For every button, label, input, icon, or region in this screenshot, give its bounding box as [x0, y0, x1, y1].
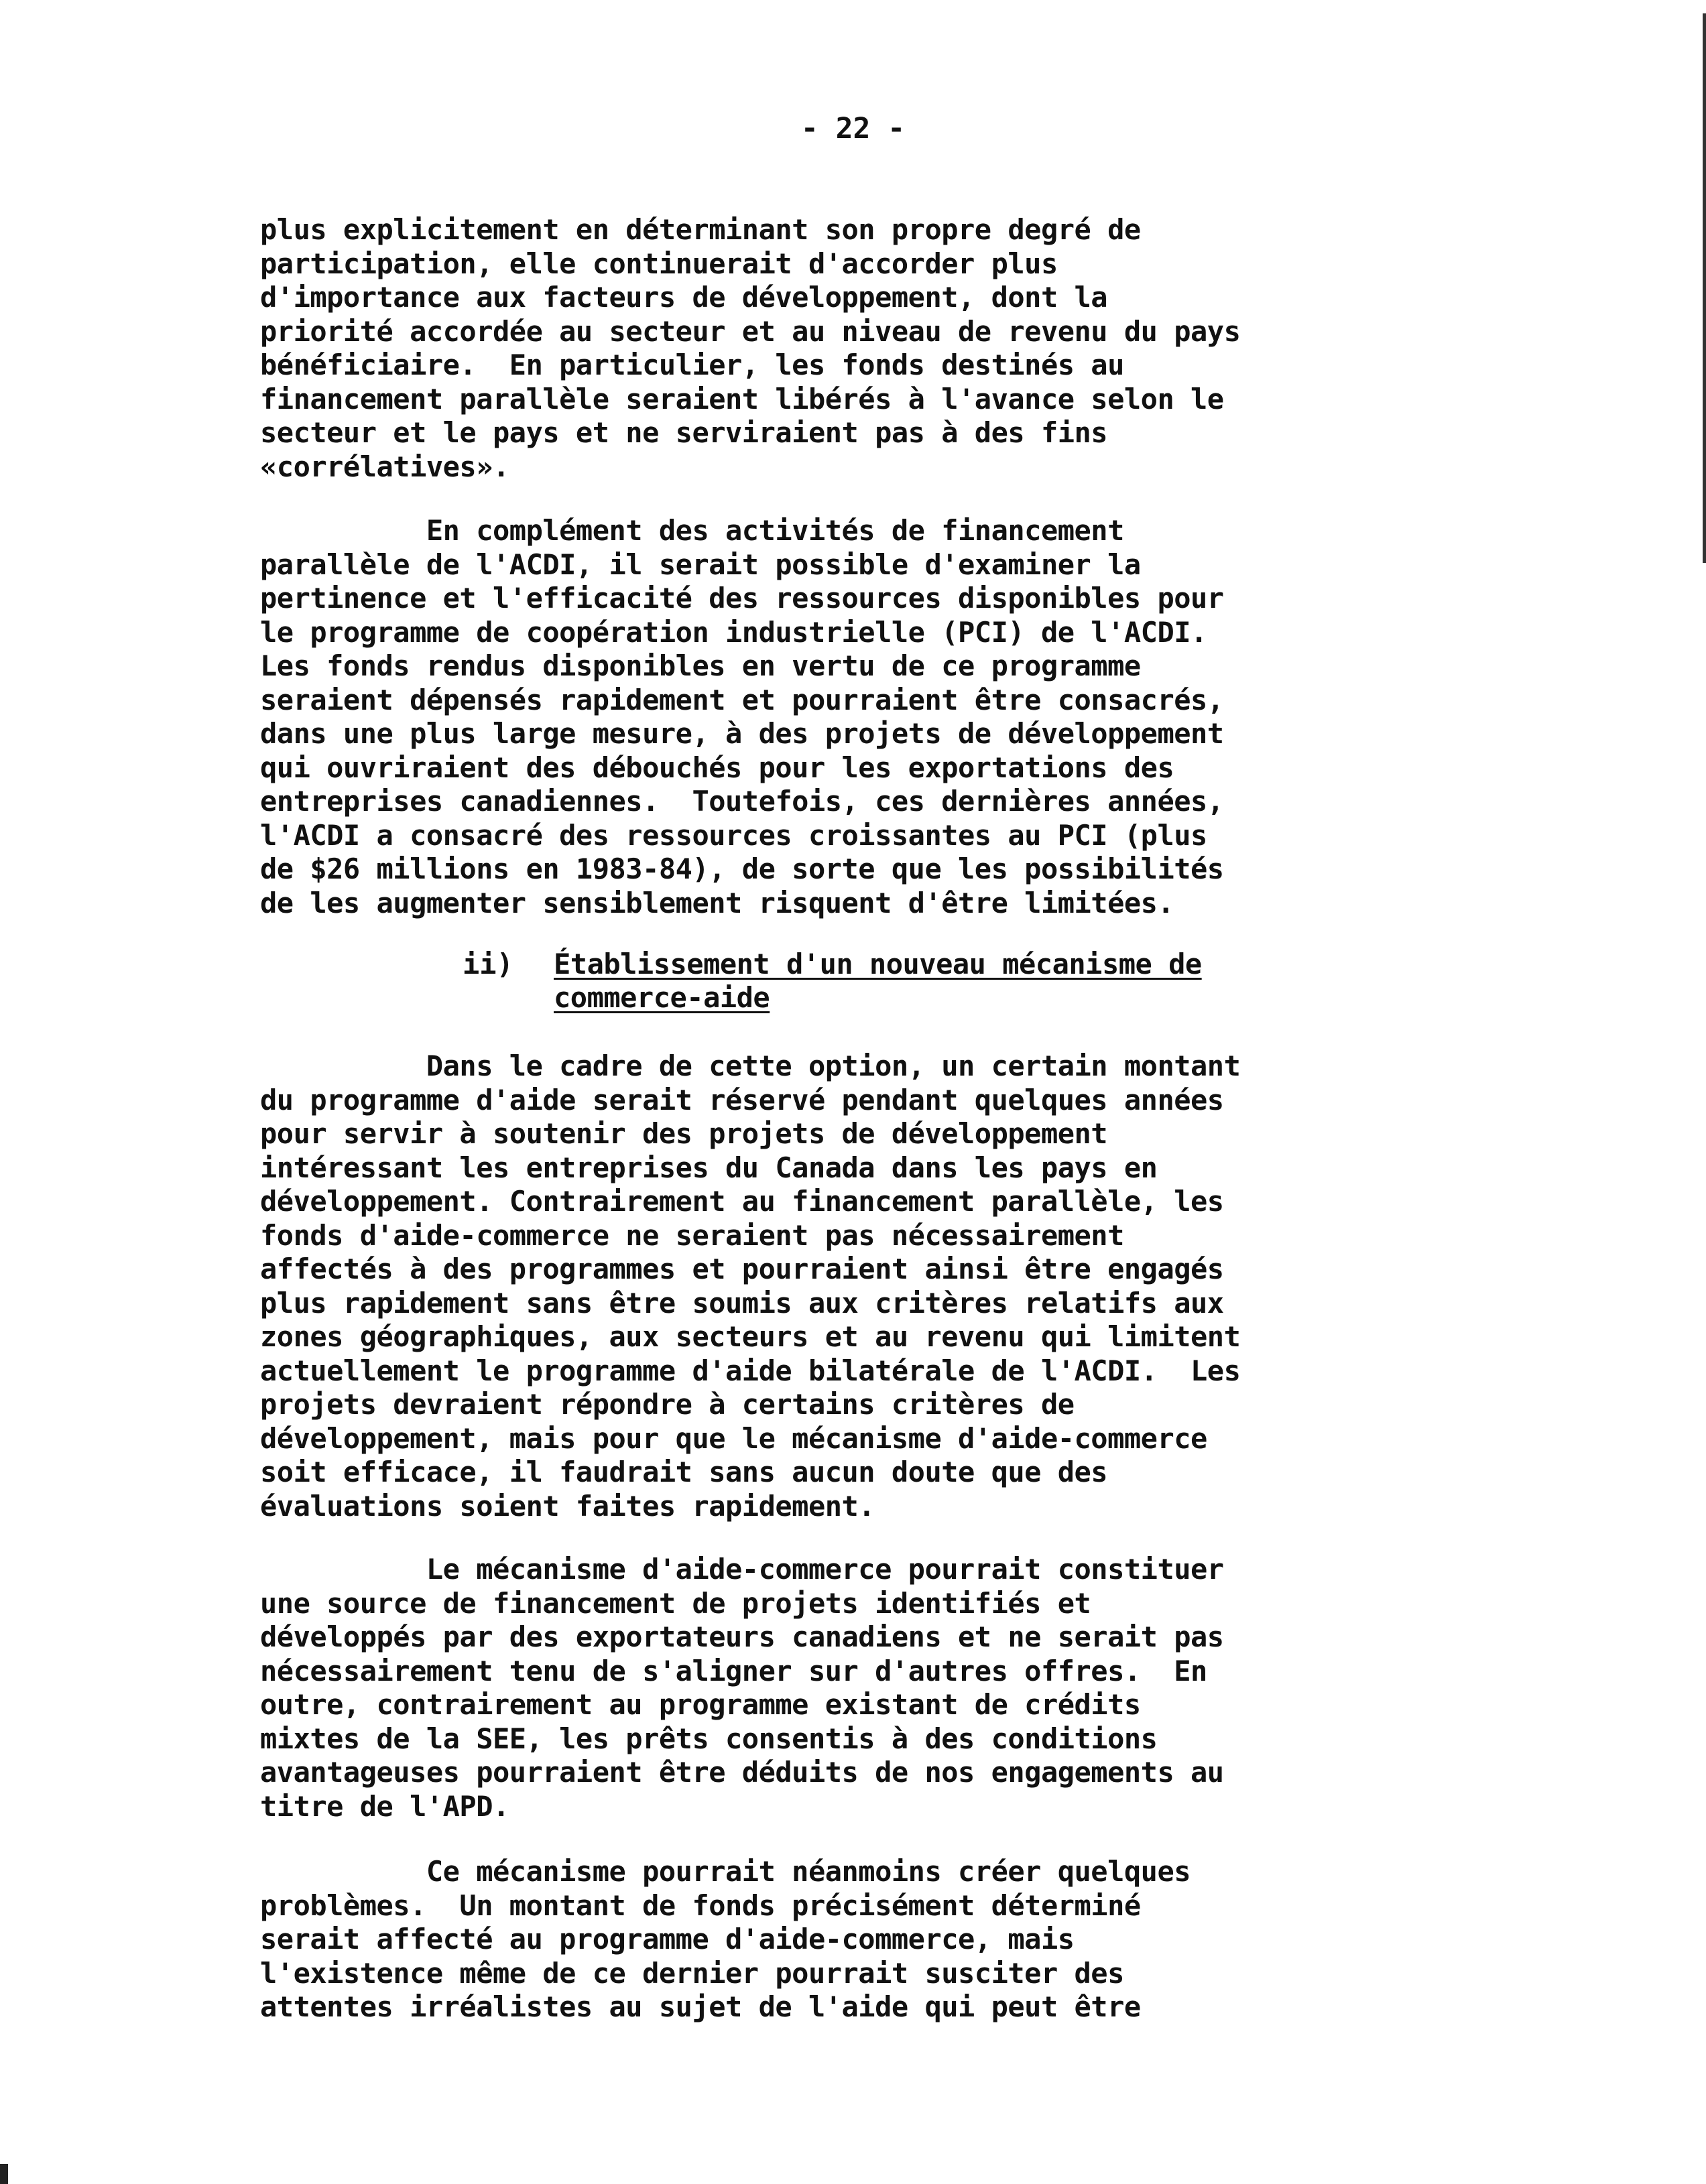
text-line: projets devraient répondre à certains critères de — [260, 1388, 1075, 1421]
text-line: dans une plus large mesure, à des projets de développement — [260, 717, 1224, 750]
text-line: actuellement le programme d'aide bilatérale de l'ACDI. Les — [260, 1354, 1241, 1387]
text-line: Les fonds rendus disponibles en vertu de ce programme — [260, 649, 1141, 682]
paragraph-1 — [260, 213, 1453, 484]
text-line: de $26 millions en 1983-84), de sorte que les possibilités — [260, 852, 1224, 885]
scan-edge-mark — [1703, 13, 1706, 563]
text-line: fonds d'aide-commerce ne seraient pas nécessairement — [260, 1218, 1124, 1252]
text-line: Dans le cadre de cette option, un certain montant — [260, 1049, 1241, 1082]
paragraph-5 — [260, 1855, 1453, 2025]
text-line: Ce mécanisme pourrait néanmoins créer quelques — [260, 1855, 1191, 1888]
paragraph-3 — [260, 1049, 1453, 1523]
text-line: du programme d'aide serait réservé pendant quelques années — [260, 1083, 1224, 1116]
text-line: l'existence même de ce dernier pourrait susciter des — [260, 1956, 1124, 1990]
text-line: Le mécanisme d'aide-commerce pourrait constituer — [260, 1553, 1224, 1586]
text-line: qui ouvriraient des débouchés pour les exportations des — [260, 751, 1174, 784]
text-line: une source de financement de projets identifiés et — [260, 1586, 1091, 1620]
text-line: priorité accordée au secteur et au niveau de revenu du pays — [260, 314, 1241, 348]
text-line: de les augmenter sensiblement risquent d'être limitées. — [260, 886, 1174, 919]
text-line: développement. Contrairement au financement parallèle, les — [260, 1185, 1224, 1218]
text-line: secteur et le pays et ne serviraient pas à des fins — [260, 416, 1108, 449]
text-line: participation, elle continuerait d'accorder plus — [260, 247, 1058, 280]
text-line: mixtes de la SEE, les prêts consentis à des conditions — [260, 1722, 1158, 1755]
text-line: l'ACDI a consacré des ressources croissantes au PCI (plus — [260, 818, 1207, 852]
text-line: parallèle de l'ACDI, il serait possible d'examiner la — [260, 548, 1141, 581]
text-line: serait affecté au programme d'aide-commerce, mais — [260, 1923, 1075, 1955]
text-line: pertinence et l'efficacité des ressources disponibles pour — [260, 582, 1224, 615]
text-line: évaluations soient faites rapidement. — [260, 1489, 875, 1523]
text-line: entreprises canadiennes. Toutefois, ces dernières années, — [260, 785, 1224, 818]
page-number: - 22 - — [800, 112, 906, 145]
text-line: le programme de coopération industrielle (PCI) de l'ACDI. — [260, 615, 1207, 649]
heading-line: Établissement d'un nouveau mécanisme de — [554, 948, 1202, 980]
text-line: titre de l'APD. — [260, 1789, 509, 1823]
text-line: seraient dépensés rapidement et pourraient être consacrés, — [260, 683, 1224, 716]
section-number: ii) — [463, 948, 513, 980]
text-line: attentes irréalistes au sujet de l'aide qui peut être — [260, 1990, 1141, 2023]
text-line: affectés à des programmes et pourraient ainsi être engagés — [260, 1252, 1224, 1285]
text-line: financement parallèle seraient libérés à l'avance selon le — [260, 382, 1224, 415]
text-line: plus rapidement sans être soumis aux critères relatifs aux — [260, 1286, 1224, 1320]
text-line: bénéficiaire. En particulier, les fonds destinés au — [260, 348, 1124, 381]
text-line: problèmes. Un montant de fonds précisément déterminé — [260, 1888, 1141, 1922]
text-line: plus explicitement en déterminant son propre degré de — [260, 213, 1141, 246]
text-line: développement, mais pour que le mécanisme d'aide-commerce — [260, 1421, 1207, 1455]
paragraph-2 — [260, 514, 1453, 920]
paragraph-4 — [260, 1553, 1453, 1823]
text-line: En complément des activités de financement — [260, 514, 1124, 547]
text-line: zones géographiques, aux secteurs et au revenu qui limitent — [260, 1320, 1241, 1353]
text-line: développés par des exportateurs canadiens et ne serait pas — [260, 1620, 1224, 1653]
text-line: nécessairement tenu de s'aligner sur d'autres offres. En — [260, 1654, 1207, 1687]
text-line: avantageuses pourraient être déduits de nos engagements au — [260, 1756, 1224, 1789]
text-line: pour servir à soutenir des projets de développement — [260, 1117, 1108, 1150]
scan-corner-mark — [0, 2164, 8, 2184]
text-line: outre, contrairement au programme existant de crédits — [260, 1688, 1141, 1721]
text-line: d'importance aux facteurs de développement, dont la — [260, 281, 1108, 314]
heading-line: commerce-aide — [554, 981, 770, 1014]
text-line: soit efficace, il faudrait sans aucun doute que des — [260, 1456, 1108, 1488]
text-line: «corrélatives». — [260, 450, 509, 483]
section-heading — [554, 948, 1202, 1015]
text-line: intéressant les entreprises du Canada dans les pays en — [260, 1151, 1158, 1184]
